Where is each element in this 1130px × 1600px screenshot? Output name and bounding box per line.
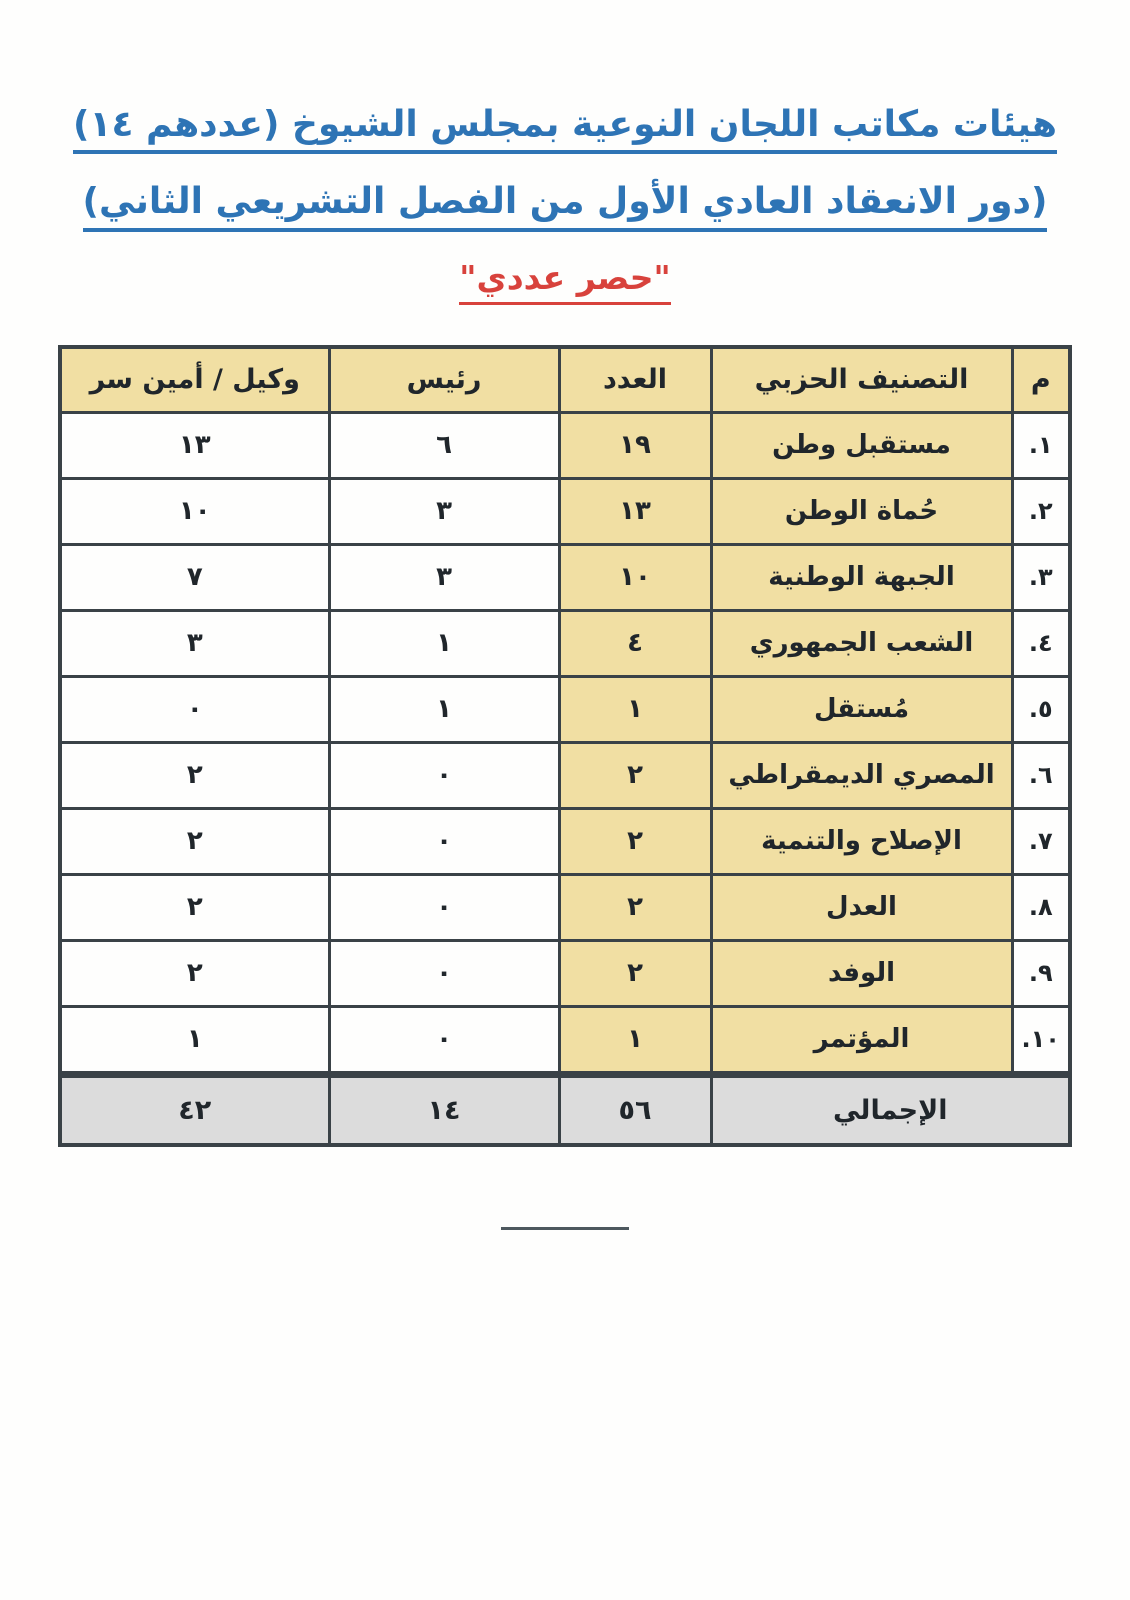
table-row (60, 1006, 1070, 1074)
total-label: الإجمالي (711, 1074, 1070, 1145)
row-deputy: ٢ (60, 808, 329, 874)
row-serial: ٦. (1012, 742, 1070, 808)
table-row (60, 940, 1070, 1006)
row-count: ٢ (559, 940, 711, 1006)
row-deputy: ٢ (60, 940, 329, 1006)
row-count: ٢ (559, 808, 711, 874)
header-serial: م (1012, 347, 1070, 413)
row-count: ١٠ (559, 544, 711, 610)
row-count: ٢ (559, 742, 711, 808)
row-chair: ٠ (329, 1006, 559, 1074)
row-count: ١٣ (559, 478, 711, 544)
header-count: العدد (559, 347, 711, 413)
table-footer (60, 1074, 1070, 1145)
row-deputy: ١٠ (60, 478, 329, 544)
row-party: المؤتمر (711, 1006, 1012, 1074)
row-deputy: ٧ (60, 544, 329, 610)
table-row (60, 742, 1070, 808)
row-serial: ٧. (1012, 808, 1070, 874)
row-serial: ٤. (1012, 610, 1070, 676)
row-party: مستقبل وطن (711, 412, 1012, 478)
document-title-line2-text: (دور الانعقاد العادي الأول من الفصل التشريعي الثاني) (83, 181, 1048, 231)
header-deputy: وكيل / أمين سر (60, 347, 329, 413)
row-party: الإصلاح والتنمية (711, 808, 1012, 874)
row-count: ١ (559, 676, 711, 742)
table-row (60, 808, 1070, 874)
row-serial: ٩. (1012, 940, 1070, 1006)
document-subtitle-text: "حصر عددي" (459, 259, 671, 305)
table-row (60, 874, 1070, 940)
row-count: ٢ (559, 874, 711, 940)
row-chair: ٠ (329, 874, 559, 940)
row-chair: ٠ (329, 808, 559, 874)
row-party: الشعب الجمهوري (711, 610, 1012, 676)
document-title-line2 (0, 181, 1130, 231)
row-party: العدل (711, 874, 1012, 940)
table-row (60, 478, 1070, 544)
document-title-line1-text: هيئات مكاتب اللجان النوعية بمجلس الشيوخ (عددهم ١٤) (73, 104, 1057, 154)
row-party: مُستقل (711, 676, 1012, 742)
row-serial: ٣. (1012, 544, 1070, 610)
row-chair: ٠ (329, 940, 559, 1006)
row-party: الجبهة الوطنية (711, 544, 1012, 610)
row-party: حُماة الوطن (711, 478, 1012, 544)
row-count: ١ (559, 1006, 711, 1074)
total-deputy: ٤٢ (60, 1074, 329, 1145)
section-divider (501, 1227, 629, 1230)
row-deputy: ٣ (60, 610, 329, 676)
document-subtitle (0, 259, 1130, 305)
row-serial: ٥. (1012, 676, 1070, 742)
row-deputy: ١ (60, 1006, 329, 1074)
total-chair: ١٤ (329, 1074, 559, 1145)
row-chair: ٣ (329, 544, 559, 610)
header-party: التصنيف الحزبي (711, 347, 1012, 413)
row-party: الوفد (711, 940, 1012, 1006)
row-serial: ٢. (1012, 478, 1070, 544)
row-serial: ٨. (1012, 874, 1070, 940)
row-deputy: ١٣ (60, 412, 329, 478)
header-chair: رئيس (329, 347, 559, 413)
row-chair: ٦ (329, 412, 559, 478)
row-deputy: ٢ (60, 742, 329, 808)
row-deputy: ٠ (60, 676, 329, 742)
title-block (0, 0, 1130, 305)
table-body (60, 412, 1070, 1074)
header-row (60, 347, 1070, 413)
table-row (60, 676, 1070, 742)
party-summary-table (58, 345, 1072, 1147)
row-serial: ١. (1012, 412, 1070, 478)
table-row (60, 610, 1070, 676)
document-title-line1 (0, 104, 1130, 154)
row-chair: ١ (329, 610, 559, 676)
row-party: المصري الديمقراطي (711, 742, 1012, 808)
row-chair: ٣ (329, 478, 559, 544)
row-chair: ٠ (329, 742, 559, 808)
row-serial: ١٠. (1012, 1006, 1070, 1074)
table-header (60, 347, 1070, 413)
total-count: ٥٦ (559, 1074, 711, 1145)
row-count: ٤ (559, 610, 711, 676)
row-chair: ١ (329, 676, 559, 742)
row-count: ١٩ (559, 412, 711, 478)
row-deputy: ٢ (60, 874, 329, 940)
table-row (60, 544, 1070, 610)
table-row (60, 412, 1070, 478)
total-row (60, 1074, 1070, 1145)
